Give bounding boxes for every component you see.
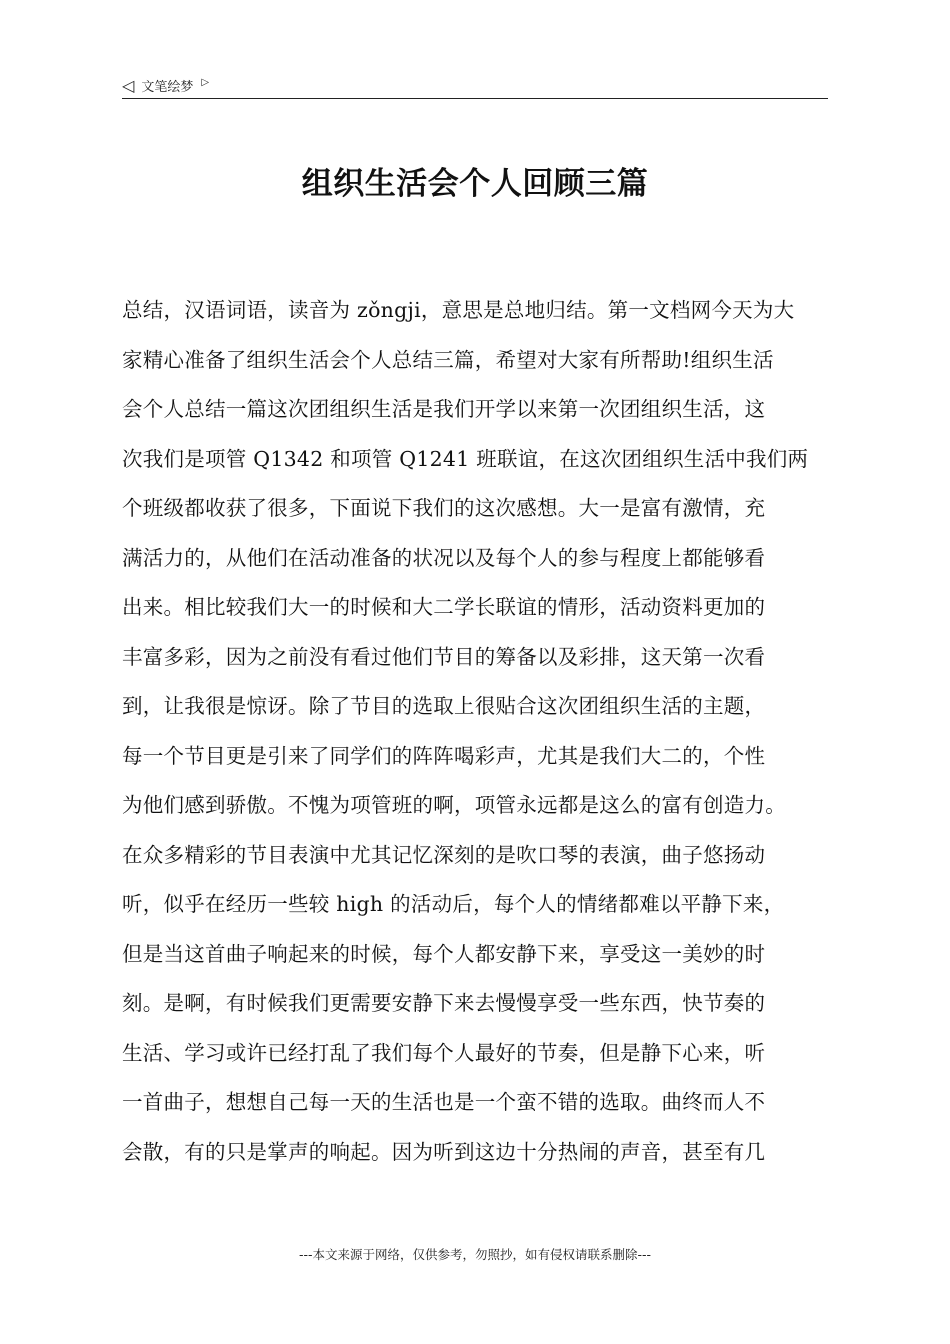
body-line: 在众多精彩的节目表演中尤其记忆深刻的是吹口琴的表演，曲子悠扬动 [122, 842, 766, 867]
body-line: 个班级都收获了很多，下面说下我们的这次感想。大一是富有激情，充 [122, 496, 766, 520]
page-footer: ---本文来源于网络，仅供参考，勿照抄，如有侵权请联系删除--- [298, 1247, 652, 1262]
body-line: 会散，有的只是掌声的响起。因为听到这边十分热闹的声音，甚至有几 [122, 1139, 766, 1164]
header-text: 文笔绘梦 [141, 80, 194, 95]
body-line: 为他们感到骄傲。不愧为项管班的啊，项管永远都是这么的富有创造力。 [122, 793, 786, 817]
body-line: 刻。是啊，有时候我们更需要安静下来去慢慢享受一些东西，快节奏的 [122, 991, 766, 1015]
body-line: 生活、学习或许已经打乱了我们每个人最好的节奏，但是静下心来，听 [122, 1040, 766, 1065]
page-header [122, 74, 828, 99]
body-line: 出来。相比较我们大一的时候和大二学长联谊的情形，活动资料更加的 [122, 595, 766, 619]
body-line: 每一个节目更是引来了同学们的阵阵喝彩声，尤其是我们大二的，个性 [122, 743, 766, 768]
header-brand [122, 76, 209, 95]
body-line: 次我们是项管 Q1342 和项管 Q1241 班联谊，在这次团组织生活中我们两 [122, 446, 809, 471]
document-body [122, 290, 834, 1181]
body-line: 家精心准备了组织生活会个人总结三篇，希望对大家有所帮助!组织生活 [122, 347, 774, 372]
left-triangle-icon: ◁ [122, 75, 135, 95]
body-line: 到，让我很是惊讶。除了节目的选取上很贴合这次团组织生活的主题， [122, 694, 766, 718]
right-triangle-icon: ▷ [201, 76, 210, 88]
body-line: 总结，汉语词语，读音为 zǒngji，意思是总地归结。第一文档网今天为大 [122, 298, 795, 322]
body-line: 但是当这首曲子响起来的时候，每个人都安静下来，享受这一美妙的时 [122, 941, 766, 966]
body-line: 满活力的，从他们在活动准备的状况以及每个人的参与程度上都能够看 [122, 545, 766, 570]
body-line: 一首曲子，想想自己每一天的生活也是一个蛮不错的选取。曲终而人不 [122, 1090, 766, 1114]
body-line: 丰富多彩，因为之前没有看过他们节目的筹备以及彩排，这天第一次看 [122, 644, 766, 669]
document-title: 组织生活会个人回顾三篇 [301, 166, 649, 202]
body-line: 会个人总结一篇这次团组织生活是我们开学以来第一次团组织生活，这 [122, 397, 766, 421]
body-line: 听，似乎在经历一些较 high 的活动后，每个人的情绪都难以平静下来， [122, 892, 785, 916]
